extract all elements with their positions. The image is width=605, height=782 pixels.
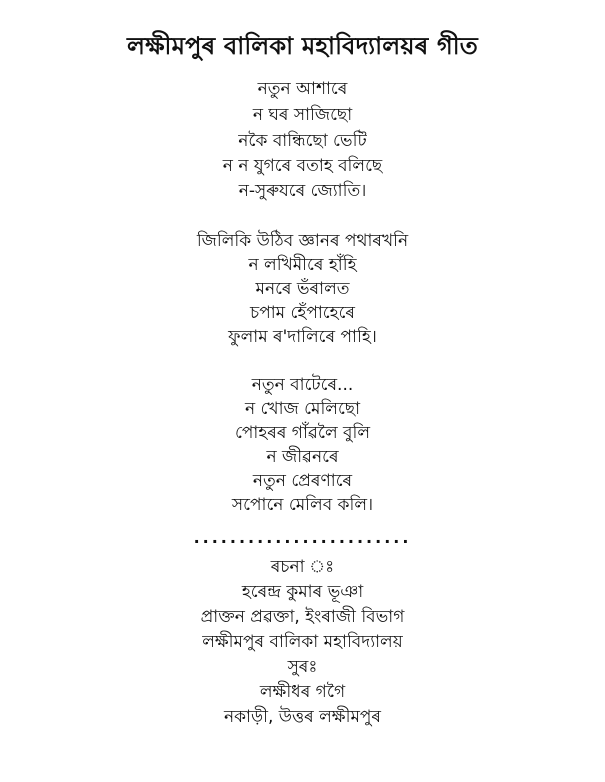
stanza-1-line-5: ন-সুৰুযৰে জ্যোতি। — [238, 181, 367, 201]
dotted-separator: ........................ — [193, 528, 412, 547]
stanza-2-line-1: জিলিকি উঠিব জ্ঞানৰ পথাৰখনি — [196, 231, 409, 251]
credit-tune-label: সুৰঃ — [287, 657, 318, 677]
stanza-1-line-3: নকৈ বান্ধিছো ভেটি — [238, 131, 367, 151]
stanza-1-line-1: নতুন আশাৰে — [257, 79, 348, 99]
stanza-1-line-4: ন ন যুগৰে বতাহ বলিছে — [222, 156, 383, 176]
credit-lyricist-position: প্ৰাক্তন প্ৰৱক্তা, ইংৰাজী বিভাগ — [200, 607, 405, 627]
credit-composer-place: নকাড়ী, উত্তৰ লক্ষীমপুৰ — [223, 707, 381, 727]
stanza-3-line-2: ন খোজ মেলিছো — [244, 399, 361, 419]
stanza-3-line-3: পোহৰৰ গাঁৱলৈ বুলি — [234, 423, 371, 443]
stanza-1-line-2: ন ঘৰ সাজিছো — [252, 105, 353, 125]
credit-lyricist-college: লক্ষীমপুৰ বালিকা মহাবিদ্যালয় — [202, 632, 403, 652]
song-title: লক্ষীমপুৰ বালিকা মহাবিদ্যালয়ৰ গীত — [127, 32, 478, 60]
stanza-2-line-2: ন লখিমীৰে হাঁহি — [248, 255, 357, 275]
stanza-3-line-5: নতুন প্ৰেৰণাৰে — [252, 471, 353, 491]
stanza-3-line-6: সপোনে মেলিব কলি। — [231, 495, 374, 515]
credit-composer-name: লক্ষীধৰ গগৈ — [259, 682, 346, 702]
stanza-3-line-4: ন জীৱনৰে — [266, 447, 339, 467]
stanza-2-line-4: চপাম হেঁপাহেৰে — [250, 303, 355, 323]
stanza-3-line-1: নতুন বাটেৰে... — [251, 375, 354, 395]
stanza-2-line-5: ফুলাম ৰ'দালিৰে পাহি। — [228, 327, 377, 347]
stanza-2-line-3: মনৰে ভঁৰালত — [255, 279, 350, 299]
credit-lyrics-label: ৰচনা ঃ — [270, 557, 335, 577]
credit-lyricist-name: হৰেন্দ্ৰ কুমাৰ ভূঞা — [241, 582, 364, 602]
